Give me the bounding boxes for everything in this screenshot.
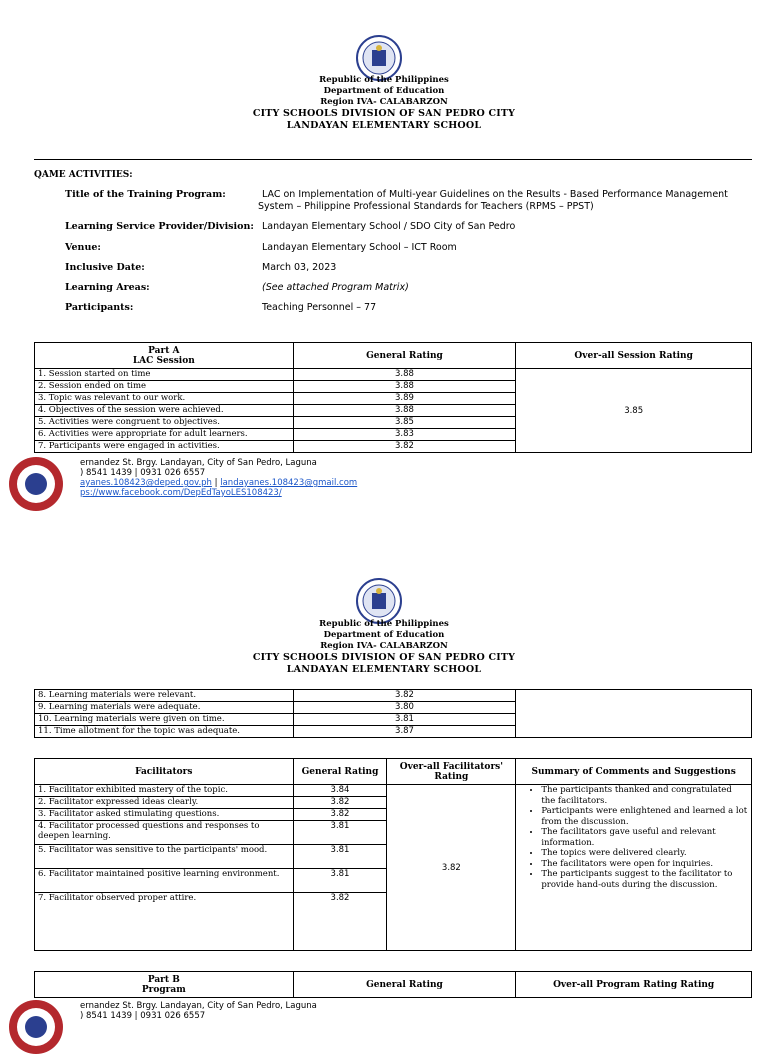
part-a-item: 2. Session ended on time	[35, 381, 294, 393]
facilitator-rating: 3.81	[293, 869, 387, 893]
facilitators-table	[34, 758, 752, 951]
part-a-rating: 3.82	[293, 690, 516, 702]
info-label-participants: Participants:	[65, 302, 134, 313]
region-line: Region IVA- CALABARZON	[320, 97, 448, 107]
part-a-item: 11. Time allotment for the topic was adequate.	[35, 726, 294, 738]
part-a-rating: 3.83	[293, 429, 516, 441]
department-line: Department of Education	[323, 630, 445, 640]
page-footer	[0, 1001, 360, 1037]
info-label-areas: Learning Areas:	[65, 282, 150, 293]
facilitator-rating: 3.82	[293, 893, 387, 951]
part-a-rating: 3.82	[293, 441, 516, 453]
header-rule	[34, 159, 752, 160]
facilitators-overall: 3.82	[387, 785, 516, 951]
part-b-title: Part B	[147, 974, 180, 985]
school-line: LANDAYAN ELEMENTARY SCHOOL	[286, 120, 482, 131]
facilitator-rating: 3.81	[293, 845, 387, 869]
info-value-venue: Landayan Elementary School – ICT Room	[262, 242, 457, 253]
part-a-header	[35, 343, 294, 369]
summary-item: • The topics were delivered clearly.	[541, 848, 748, 859]
footer-phone: ) 8541 1439 | 0931 026 6557	[80, 1011, 206, 1021]
info-value-areas: (See attached Program Matrix)	[262, 282, 409, 293]
facilitators-col-overall: Over-all Facilitators' Rating	[387, 759, 516, 785]
info-value-provider: Landayan Elementary School / SDO City of San Pedro	[262, 221, 516, 232]
facilitators-col-name: Facilitators	[35, 759, 294, 785]
summary-item: • The facilitators gave useful and relevant information.	[541, 827, 748, 848]
part-b-col-overall: Over-all Program Rating Rating	[516, 972, 752, 998]
info-label-title: Title of the Training Program:	[65, 189, 226, 200]
footer-phone: ) 8541 1439 | 0931 026 6557	[80, 468, 206, 478]
facilitators-col-summary: Summary of Comments and Suggestions	[516, 759, 752, 785]
info-value-participants: Teaching Personnel – 77	[262, 302, 377, 313]
part-a-rating: 3.80	[293, 702, 516, 714]
summary-item: • The facilitators were open for inquiries.	[541, 859, 748, 870]
section-title: QAME ACTIVITIES:	[34, 170, 133, 180]
page-footer	[0, 458, 360, 498]
part-b-table	[34, 971, 752, 998]
division-line: CITY SCHOOLS DIVISION OF SAN PEDRO CITY	[252, 108, 516, 119]
deped-seal-icon	[356, 578, 402, 624]
facilitator-item: 7. Facilitator observed proper attire.	[35, 893, 294, 951]
republic-line: Republic of the Philippines	[319, 619, 449, 629]
footer-address: ernandez St. Brgy. Landayan, City of San Pedro, Laguna	[80, 458, 317, 468]
part-a-rating: 3.88	[293, 369, 516, 381]
facilitator-rating: 3.82	[293, 797, 387, 809]
part-a-rating: 3.81	[293, 714, 516, 726]
part-a-item: 10. Learning materials were given on time.	[35, 714, 294, 726]
part-a-item: 6. Activities were appropriate for adult learners.	[35, 429, 294, 441]
facilitator-item: 1. Facilitator exhibited mastery of the topic.	[35, 785, 294, 797]
part-b-header	[35, 972, 294, 998]
part-a-overall-cell	[516, 690, 752, 738]
part-a-item: 7. Participants were engaged in activities.	[35, 441, 294, 453]
facilitators-summary	[516, 785, 752, 951]
summary-item: • Participants were enlightened and learned a lot from the discussion.	[541, 806, 748, 827]
part-a-rating: 3.85	[293, 417, 516, 429]
facilitator-rating: 3.81	[293, 821, 387, 845]
part-a-col-rating: General Rating	[293, 343, 516, 369]
part-a-rating: 3.89	[293, 393, 516, 405]
part-a-table	[34, 342, 752, 453]
part-a-overall: 3.85	[516, 369, 752, 453]
part-b-col-rating: General Rating	[293, 972, 516, 998]
facilitator-item: 4. Facilitator processed questions and responses to deepen learning.	[35, 821, 294, 845]
facilitator-rating: 3.84	[293, 785, 387, 797]
info-label-date: Inclusive Date:	[65, 262, 145, 273]
footer-separator: |	[214, 478, 218, 488]
part-a-title: Part A	[148, 345, 180, 356]
part-a-col-overall: Over-all Session Rating	[516, 343, 752, 369]
part-a-continued-table	[34, 689, 752, 738]
part-b-subtitle: Program	[141, 984, 186, 995]
summary-list	[519, 785, 748, 890]
facilitator-item: 3. Facilitator asked stimulating questions.	[35, 809, 294, 821]
school-line: LANDAYAN ELEMENTARY SCHOOL	[286, 664, 482, 675]
part-a-subtitle: LAC Session	[132, 355, 195, 366]
summary-item: • The participants thanked and congratulated the facilitators.	[541, 785, 748, 806]
info-value-date: March 03, 2023	[262, 262, 337, 273]
footer-address: ernandez St. Brgy. Landayan, City of San Pedro, Laguna	[80, 1001, 317, 1011]
facilitator-item: 5. Facilitator was sensitive to the participants' mood.	[35, 845, 294, 869]
letterhead	[0, 75, 768, 132]
department-line: Department of Education	[323, 86, 445, 96]
part-a-rating: 3.88	[293, 381, 516, 393]
part-a-item: 9. Learning materials were adequate.	[35, 702, 294, 714]
facilitator-item: 2. Facilitator expressed ideas clearly.	[35, 797, 294, 809]
footer-facebook-link[interactable]: ps://www.facebook.com/DepEdTayoLES108423/	[80, 488, 282, 498]
facilitator-item: 6. Facilitator maintained positive learning environment.	[35, 869, 294, 893]
part-a-item: 1. Session started on time	[35, 369, 294, 381]
part-a-item: 8. Learning materials were relevant.	[35, 690, 294, 702]
part-a-rating: 3.88	[293, 405, 516, 417]
republic-line: Republic of the Philippines	[319, 75, 449, 85]
letterhead	[0, 619, 768, 676]
school-seal-icon	[0, 997, 76, 1057]
part-a-item: 3. Topic was relevant to our work.	[35, 393, 294, 405]
part-a-item: 4. Objectives of the session were achieved.	[35, 405, 294, 417]
footer-email-gmail[interactable]: landayanes.108423@gmail.com	[220, 478, 358, 488]
facilitator-rating: 3.82	[293, 809, 387, 821]
school-seal-icon	[0, 454, 76, 514]
info-label-provider: Learning Service Provider/Division:	[65, 221, 254, 232]
region-line: Region IVA- CALABARZON	[320, 641, 448, 651]
part-a-rating: 3.87	[293, 726, 516, 738]
info-value-title: LAC on Implementation of Multi-year Guidelines on the Results - Based Performance Management System – Philippine Professional Standards for Teachers (RPMS – PPST)	[258, 189, 728, 212]
summary-item: • The participants suggest to the facilitator to provide hand-outs during the discussion.	[541, 869, 748, 890]
division-line: CITY SCHOOLS DIVISION OF SAN PEDRO CITY	[252, 652, 516, 663]
part-a-item: 5. Activities were congruent to objectives.	[35, 417, 294, 429]
footer-email-deped[interactable]: ayanes.108423@deped.gov.ph	[80, 478, 212, 488]
facilitators-col-rating: General Rating	[293, 759, 387, 785]
info-label-venue: Venue:	[65, 242, 101, 253]
